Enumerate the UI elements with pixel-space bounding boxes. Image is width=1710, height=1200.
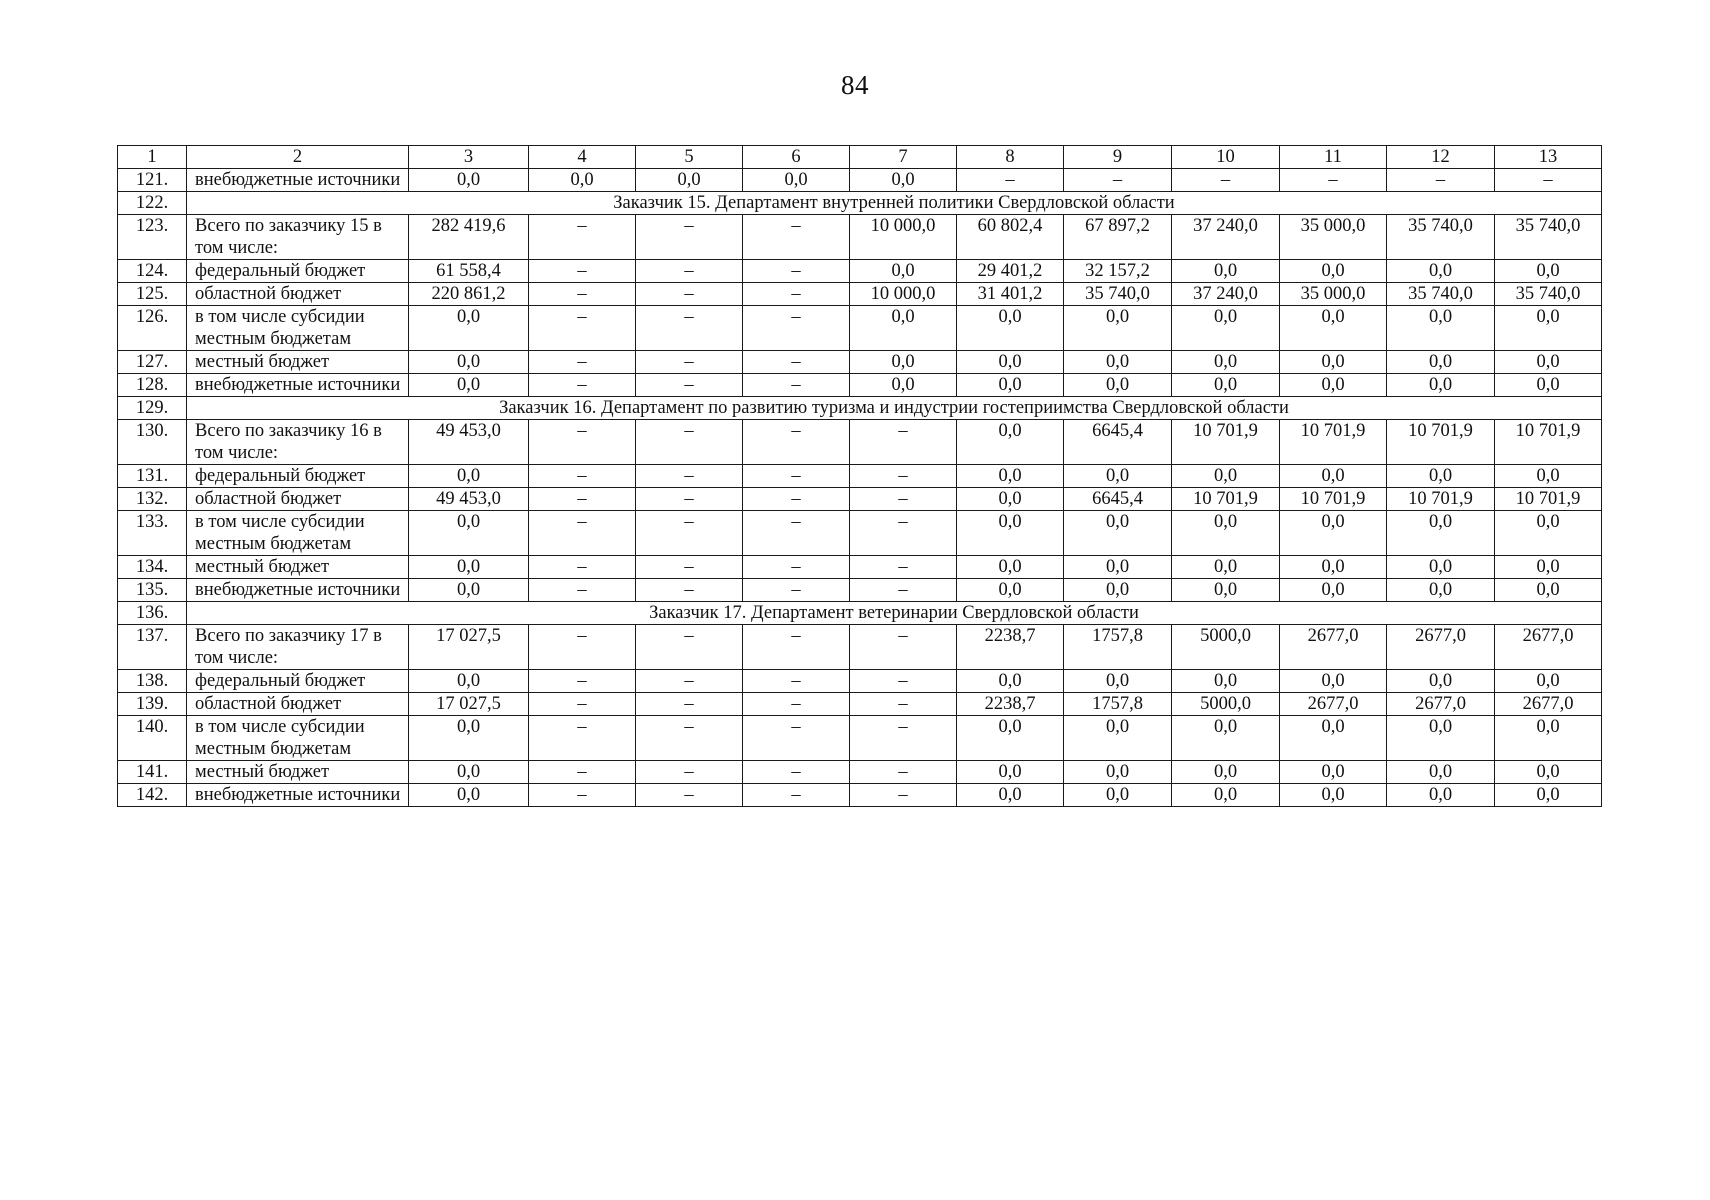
value-cell: – [529, 761, 636, 784]
table-row [118, 215, 1602, 260]
value-cell: – [529, 556, 636, 579]
value-cell: – [529, 693, 636, 716]
value-cell: – [636, 488, 743, 511]
value-cell: 0,0 [1064, 465, 1172, 488]
row-label: внебюджетные источники [187, 579, 409, 602]
row-number: 138. [118, 670, 187, 693]
value-cell: 0,0 [1280, 306, 1387, 351]
row-label: федеральный бюджет [187, 465, 409, 488]
value-cell: 0,0 [957, 351, 1064, 374]
value-cell: 10 701,9 [1495, 488, 1602, 511]
value-cell: 0,0 [1280, 351, 1387, 374]
row-label: областной бюджет [187, 283, 409, 306]
value-cell: 0,0 [1495, 556, 1602, 579]
value-cell: 35 740,0 [1495, 215, 1602, 260]
column-header: 6 [743, 146, 850, 169]
table-row [118, 511, 1602, 556]
value-cell: – [850, 761, 957, 784]
value-cell: 6645,4 [1064, 488, 1172, 511]
value-cell: 0,0 [1495, 579, 1602, 602]
value-cell: 0,0 [1064, 306, 1172, 351]
section-title: Заказчик 16. Департамент по развитию туризма и индустрии гостеприимства Свердловской области [187, 397, 1602, 420]
value-cell: 0,0 [1172, 374, 1280, 397]
value-cell: – [743, 351, 850, 374]
value-cell: 0,0 [529, 169, 636, 192]
value-cell: 0,0 [1495, 511, 1602, 556]
value-cell: – [529, 465, 636, 488]
value-cell: 0,0 [1387, 579, 1495, 602]
value-cell: 5000,0 [1172, 693, 1280, 716]
value-cell: 31 401,2 [957, 283, 1064, 306]
value-cell: – [636, 625, 743, 670]
row-label: Всего по заказчику 17 в том числе: [187, 625, 409, 670]
value-cell: – [529, 784, 636, 807]
value-cell: 49 453,0 [409, 420, 529, 465]
value-cell: 0,0 [1495, 670, 1602, 693]
value-cell: 0,0 [1172, 670, 1280, 693]
value-cell: 0,0 [1064, 716, 1172, 761]
value-cell: 0,0 [743, 169, 850, 192]
value-cell: – [743, 260, 850, 283]
value-cell: – [529, 306, 636, 351]
value-cell: 0,0 [409, 511, 529, 556]
value-cell: 61 558,4 [409, 260, 529, 283]
value-cell: 10 701,9 [1172, 488, 1280, 511]
value-cell: – [850, 579, 957, 602]
value-cell: 0,0 [409, 716, 529, 761]
header-row [118, 146, 1602, 169]
value-cell: – [529, 283, 636, 306]
value-cell: 0,0 [850, 306, 957, 351]
row-label: местный бюджет [187, 556, 409, 579]
section-row [118, 192, 1602, 215]
column-header: 7 [850, 146, 957, 169]
value-cell: 17 027,5 [409, 693, 529, 716]
value-cell: 35 740,0 [1064, 283, 1172, 306]
value-cell: – [850, 511, 957, 556]
section-title: Заказчик 15. Департамент внутренней политики Свердловской области [187, 192, 1602, 215]
value-cell: 10 701,9 [1387, 420, 1495, 465]
column-header: 5 [636, 146, 743, 169]
value-cell: 35 000,0 [1280, 283, 1387, 306]
value-cell: 2677,0 [1387, 693, 1495, 716]
value-cell: 10 701,9 [1280, 420, 1387, 465]
value-cell: – [743, 716, 850, 761]
row-number: 122. [118, 192, 187, 215]
value-cell: 0,0 [1280, 761, 1387, 784]
column-header: 9 [1064, 146, 1172, 169]
value-cell: 0,0 [1387, 670, 1495, 693]
table-row [118, 670, 1602, 693]
table-body [118, 146, 1602, 807]
value-cell: 2238,7 [957, 625, 1064, 670]
value-cell: – [529, 625, 636, 670]
value-cell: 2677,0 [1387, 625, 1495, 670]
row-number: 130. [118, 420, 187, 465]
value-cell: 0,0 [957, 374, 1064, 397]
value-cell: 0,0 [1172, 306, 1280, 351]
row-number: 141. [118, 761, 187, 784]
value-cell: 0,0 [850, 169, 957, 192]
value-cell: 0,0 [1064, 351, 1172, 374]
value-cell: – [529, 716, 636, 761]
value-cell: – [743, 374, 850, 397]
value-cell: – [636, 716, 743, 761]
value-cell: 0,0 [1387, 260, 1495, 283]
value-cell: – [636, 306, 743, 351]
value-cell: – [743, 784, 850, 807]
table-row [118, 465, 1602, 488]
value-cell: – [636, 556, 743, 579]
row-label: федеральный бюджет [187, 670, 409, 693]
value-cell: 29 401,2 [957, 260, 1064, 283]
value-cell: 0,0 [409, 556, 529, 579]
row-number: 126. [118, 306, 187, 351]
value-cell: 0,0 [1172, 716, 1280, 761]
row-number: 128. [118, 374, 187, 397]
value-cell: 0,0 [1172, 556, 1280, 579]
value-cell: 0,0 [409, 169, 529, 192]
table-row [118, 351, 1602, 374]
table-row [118, 693, 1602, 716]
value-cell: – [743, 283, 850, 306]
value-cell: 10 701,9 [1280, 488, 1387, 511]
value-cell: – [529, 511, 636, 556]
value-cell: – [1280, 169, 1387, 192]
value-cell: – [636, 511, 743, 556]
value-cell: 0,0 [1387, 306, 1495, 351]
value-cell: – [743, 215, 850, 260]
value-cell: 0,0 [1064, 511, 1172, 556]
value-cell: 0,0 [1495, 351, 1602, 374]
value-cell: 0,0 [957, 579, 1064, 602]
value-cell: 2238,7 [957, 693, 1064, 716]
value-cell: 0,0 [1280, 374, 1387, 397]
value-cell: – [957, 169, 1064, 192]
value-cell: – [636, 579, 743, 602]
value-cell: 0,0 [1387, 465, 1495, 488]
row-number: 125. [118, 283, 187, 306]
value-cell: – [529, 579, 636, 602]
value-cell: – [743, 693, 850, 716]
table-row [118, 169, 1602, 192]
value-cell: – [529, 420, 636, 465]
row-label: местный бюджет [187, 351, 409, 374]
row-number: 134. [118, 556, 187, 579]
value-cell: – [743, 465, 850, 488]
table-row [118, 625, 1602, 670]
value-cell: 0,0 [409, 579, 529, 602]
row-label: в том числе субсидии местным бюджетам [187, 511, 409, 556]
row-label: в том числе субсидии местным бюджетам [187, 716, 409, 761]
value-cell: – [743, 761, 850, 784]
value-cell: 282 419,6 [409, 215, 529, 260]
row-label: внебюджетные источники [187, 374, 409, 397]
value-cell: 0,0 [1280, 260, 1387, 283]
value-cell: – [850, 420, 957, 465]
value-cell: – [1064, 169, 1172, 192]
value-cell: 0,0 [957, 670, 1064, 693]
value-cell: 0,0 [409, 306, 529, 351]
value-cell: – [529, 670, 636, 693]
value-cell: 0,0 [1387, 716, 1495, 761]
value-cell: 0,0 [409, 670, 529, 693]
value-cell: 10 000,0 [850, 215, 957, 260]
table-row [118, 488, 1602, 511]
table-row [118, 283, 1602, 306]
value-cell: – [529, 488, 636, 511]
value-cell: 35 740,0 [1495, 283, 1602, 306]
value-cell: – [636, 351, 743, 374]
value-cell: 0,0 [409, 784, 529, 807]
value-cell: 0,0 [1280, 511, 1387, 556]
value-cell: 5000,0 [1172, 625, 1280, 670]
section-title: Заказчик 17. Департамент ветеринарии Свердловской области [187, 602, 1602, 625]
row-number: 132. [118, 488, 187, 511]
column-header: 4 [529, 146, 636, 169]
row-number: 129. [118, 397, 187, 420]
value-cell: 1757,8 [1064, 693, 1172, 716]
value-cell: 0,0 [957, 511, 1064, 556]
value-cell: 0,0 [1387, 784, 1495, 807]
value-cell: 0,0 [957, 306, 1064, 351]
row-label: в том числе субсидии местным бюджетам [187, 306, 409, 351]
value-cell: – [529, 374, 636, 397]
value-cell: 49 453,0 [409, 488, 529, 511]
value-cell: 0,0 [1280, 556, 1387, 579]
value-cell: – [636, 761, 743, 784]
value-cell: 0,0 [1172, 579, 1280, 602]
value-cell: – [743, 511, 850, 556]
table-row [118, 420, 1602, 465]
value-cell: 37 240,0 [1172, 215, 1280, 260]
value-cell: 10 701,9 [1172, 420, 1280, 465]
value-cell: 0,0 [1387, 351, 1495, 374]
row-label: внебюджетные источники [187, 169, 409, 192]
value-cell: 0,0 [1387, 556, 1495, 579]
row-number: 136. [118, 602, 187, 625]
table-row [118, 260, 1602, 283]
value-cell: – [636, 260, 743, 283]
value-cell: 0,0 [1280, 465, 1387, 488]
value-cell: 0,0 [957, 420, 1064, 465]
value-cell: – [1387, 169, 1495, 192]
value-cell: 10 701,9 [1495, 420, 1602, 465]
value-cell: 0,0 [1280, 716, 1387, 761]
value-cell: 0,0 [1172, 351, 1280, 374]
row-label: Всего по заказчику 16 в том числе: [187, 420, 409, 465]
value-cell: 2677,0 [1495, 693, 1602, 716]
value-cell: 220 861,2 [409, 283, 529, 306]
value-cell: 0,0 [1172, 511, 1280, 556]
row-number: 140. [118, 716, 187, 761]
value-cell: – [529, 215, 636, 260]
value-cell: 0,0 [636, 169, 743, 192]
row-number: 142. [118, 784, 187, 807]
value-cell: 35 740,0 [1387, 215, 1495, 260]
row-number: 137. [118, 625, 187, 670]
value-cell: 10 000,0 [850, 283, 957, 306]
value-cell: 0,0 [957, 761, 1064, 784]
value-cell: 2677,0 [1495, 625, 1602, 670]
value-cell: 1757,8 [1064, 625, 1172, 670]
value-cell: – [636, 465, 743, 488]
column-header: 12 [1387, 146, 1495, 169]
table-row [118, 306, 1602, 351]
table-row [118, 374, 1602, 397]
value-cell: – [743, 556, 850, 579]
value-cell: 0,0 [1495, 306, 1602, 351]
value-cell: 6645,4 [1064, 420, 1172, 465]
value-cell: 0,0 [409, 761, 529, 784]
value-cell: – [636, 784, 743, 807]
value-cell: 10 701,9 [1387, 488, 1495, 511]
column-header: 10 [1172, 146, 1280, 169]
value-cell: – [850, 716, 957, 761]
value-cell: 0,0 [957, 716, 1064, 761]
row-label: местный бюджет [187, 761, 409, 784]
value-cell: 0,0 [1495, 374, 1602, 397]
column-header: 1 [118, 146, 187, 169]
column-header: 13 [1495, 146, 1602, 169]
page-number: 84 [841, 70, 869, 100]
value-cell: 37 240,0 [1172, 283, 1280, 306]
row-number: 139. [118, 693, 187, 716]
value-cell: 0,0 [409, 374, 529, 397]
value-cell: 35 000,0 [1280, 215, 1387, 260]
row-label: областной бюджет [187, 693, 409, 716]
value-cell: 0,0 [850, 374, 957, 397]
table-row [118, 784, 1602, 807]
value-cell: 32 157,2 [1064, 260, 1172, 283]
value-cell: – [529, 351, 636, 374]
value-cell: 17 027,5 [409, 625, 529, 670]
value-cell: 0,0 [1172, 465, 1280, 488]
value-cell: 0,0 [1387, 761, 1495, 784]
value-cell: 0,0 [1280, 579, 1387, 602]
section-row [118, 397, 1602, 420]
value-cell: 67 897,2 [1064, 215, 1172, 260]
column-header: 11 [1280, 146, 1387, 169]
row-number: 131. [118, 465, 187, 488]
value-cell: 0,0 [1495, 465, 1602, 488]
value-cell: – [636, 215, 743, 260]
value-cell: 0,0 [1064, 761, 1172, 784]
column-header: 8 [957, 146, 1064, 169]
row-number: 124. [118, 260, 187, 283]
value-cell: 0,0 [1495, 716, 1602, 761]
table-row [118, 556, 1602, 579]
value-cell: 0,0 [1064, 784, 1172, 807]
value-cell: – [850, 693, 957, 716]
row-number: 127. [118, 351, 187, 374]
value-cell: 0,0 [1495, 260, 1602, 283]
row-label: внебюджетные источники [187, 784, 409, 807]
table-row [118, 761, 1602, 784]
value-cell: – [850, 625, 957, 670]
value-cell: 0,0 [957, 488, 1064, 511]
value-cell: – [850, 556, 957, 579]
row-number: 135. [118, 579, 187, 602]
value-cell: 2677,0 [1280, 625, 1387, 670]
value-cell: 0,0 [1064, 374, 1172, 397]
value-cell: 0,0 [1064, 579, 1172, 602]
value-cell: 0,0 [1172, 260, 1280, 283]
value-cell: – [850, 670, 957, 693]
value-cell: 0,0 [1387, 511, 1495, 556]
budget-table [117, 145, 1602, 807]
value-cell: 0,0 [1172, 784, 1280, 807]
row-label: областной бюджет [187, 488, 409, 511]
value-cell: – [636, 670, 743, 693]
value-cell: – [850, 465, 957, 488]
value-cell: – [636, 283, 743, 306]
table-row [118, 579, 1602, 602]
value-cell: 0,0 [1495, 784, 1602, 807]
value-cell: 0,0 [1387, 374, 1495, 397]
section-row [118, 602, 1602, 625]
value-cell: 60 802,4 [957, 215, 1064, 260]
column-header: 2 [187, 146, 409, 169]
row-label: Всего по заказчику 15 в том числе: [187, 215, 409, 260]
value-cell: 0,0 [957, 556, 1064, 579]
value-cell: – [850, 488, 957, 511]
value-cell: – [636, 420, 743, 465]
column-header: 3 [409, 146, 529, 169]
value-cell: 0,0 [1280, 784, 1387, 807]
value-cell: 0,0 [409, 351, 529, 374]
value-cell: 35 740,0 [1387, 283, 1495, 306]
value-cell: – [636, 374, 743, 397]
value-cell: 0,0 [957, 784, 1064, 807]
row-number: 123. [118, 215, 187, 260]
value-cell: 0,0 [850, 351, 957, 374]
value-cell: – [743, 420, 850, 465]
value-cell: – [1172, 169, 1280, 192]
value-cell: 0,0 [1064, 556, 1172, 579]
table-row [118, 716, 1602, 761]
value-cell: – [636, 693, 743, 716]
value-cell: 0,0 [957, 465, 1064, 488]
value-cell: – [743, 306, 850, 351]
value-cell: 0,0 [1495, 761, 1602, 784]
row-number: 121. [118, 169, 187, 192]
value-cell: 0,0 [850, 260, 957, 283]
value-cell: 0,0 [409, 465, 529, 488]
value-cell: – [743, 488, 850, 511]
row-number: 133. [118, 511, 187, 556]
value-cell: 0,0 [1064, 670, 1172, 693]
value-cell: – [1495, 169, 1602, 192]
row-label: федеральный бюджет [187, 260, 409, 283]
value-cell: 0,0 [1280, 670, 1387, 693]
value-cell: – [743, 625, 850, 670]
value-cell: 2677,0 [1280, 693, 1387, 716]
value-cell: 0,0 [1172, 761, 1280, 784]
value-cell: – [850, 784, 957, 807]
value-cell: – [743, 670, 850, 693]
value-cell: – [529, 260, 636, 283]
value-cell: – [743, 579, 850, 602]
